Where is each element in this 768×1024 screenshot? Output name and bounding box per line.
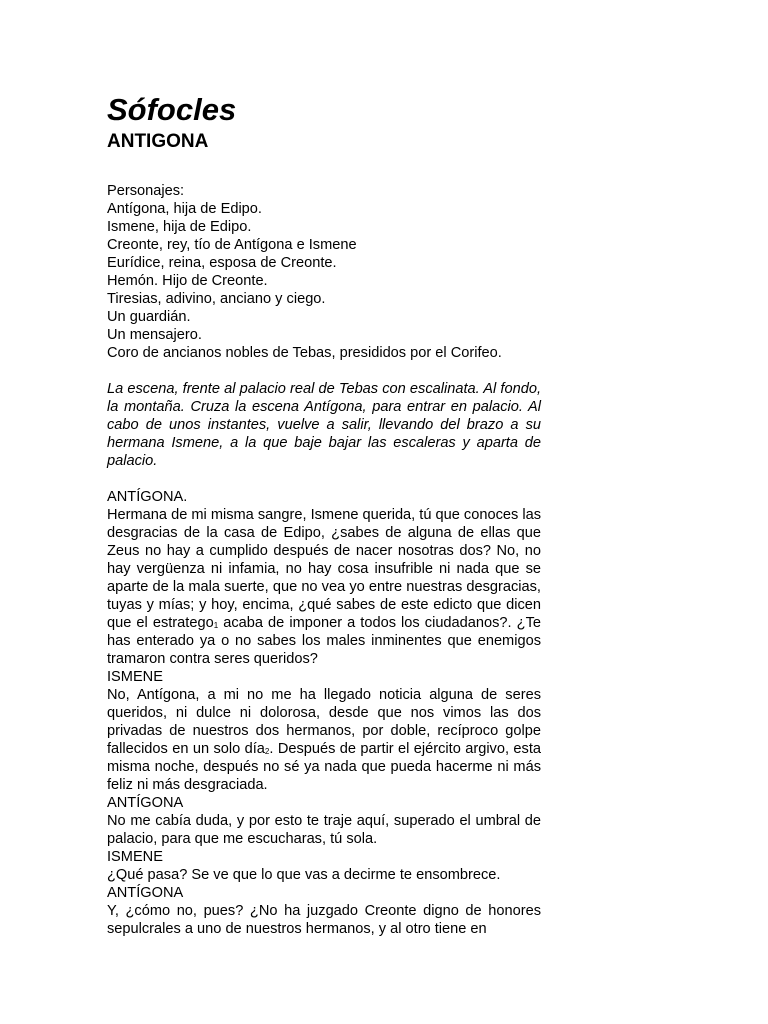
character-item: Creonte, rey, tío de Antígona e Ismene bbox=[107, 237, 357, 253]
dialogue-turn bbox=[107, 668, 541, 794]
character-item: Un mensajero. bbox=[107, 327, 202, 343]
document-page bbox=[107, 92, 541, 938]
speech-text-part: Hermana de mi misma sangre, Ismene querida, tú que conoces las desgracias de la casa de Edipo, ¿sabes de alguna de ellas que Zeus no hay a cumplido después de nacer nosotras dos? No, no hay vergüenza ni infamia, no hay cosa insufrible ni nada que se aparte de la mala suerte, que no vea yo entre nuestras desgracias, tuyas y mías; y hoy, encima, ¿qué sabes de este edicto que dicen que el estratego bbox=[107, 507, 541, 631]
speech-text: No me cabía duda, y por esto te traje aquí, superado el umbral de palacio, para que me escucharas, tú sola. bbox=[107, 813, 541, 847]
character-item: Eurídice, reina, esposa de Creonte. bbox=[107, 255, 337, 271]
author-heading: Sófocles bbox=[107, 92, 237, 127]
dialogue-section bbox=[107, 488, 541, 938]
speech-text-part: acaba de imponer a todos los ciudadanos?. ¿Te has enterado ya o no sabes los males inminentes que enemigos tramaron contra seres queridos? bbox=[107, 615, 541, 667]
dialogue-turn bbox=[107, 488, 541, 668]
speaker-name: ISMENE bbox=[107, 669, 163, 685]
character-item: Tiresias, adivino, anciano y ciego. bbox=[107, 291, 326, 307]
dialogue-turn bbox=[107, 794, 541, 848]
dialogue-turn bbox=[107, 884, 541, 938]
speaker-name: ANTÍGONA. bbox=[107, 489, 188, 505]
speaker-name: ANTÍGONA bbox=[107, 795, 184, 811]
speech-text bbox=[107, 686, 541, 794]
character-item: Un guardián. bbox=[107, 309, 191, 325]
character-item: Coro de ancianos nobles de Tebas, presididos por el Corifeo. bbox=[107, 345, 502, 361]
speech-text-part: No, Antígona, a mi no me ha llegado noticia alguna de seres queridos, ni dulce ni dolorosa, desde que nos vimos las dos privadas de nuestros dos hermanos, por doble, recíproco golpe fallecidos en un solo día bbox=[107, 687, 541, 757]
dialogue-turn bbox=[107, 848, 541, 884]
footnote-marker: 2 bbox=[264, 747, 270, 756]
speaker-name: ANTÍGONA bbox=[107, 885, 184, 901]
character-item: Ismene, hija de Edipo. bbox=[107, 219, 252, 235]
speaker-name: ISMENE bbox=[107, 849, 163, 865]
speech-text: ¿Qué pasa? Se ve que lo que vas a decirme te ensombrece. bbox=[107, 867, 501, 883]
characters-heading: Personajes: bbox=[107, 183, 185, 199]
speech-text: Y, ¿cómo no, pues? ¿No ha juzgado Creonte digno de honores sepulcrales a uno de nuestros hermanos, y al otro tiene en bbox=[107, 903, 541, 937]
footnote-marker: 1 bbox=[213, 621, 219, 630]
speech-text bbox=[107, 506, 541, 668]
characters-section bbox=[107, 182, 541, 362]
play-title: ANTIGONA bbox=[107, 131, 209, 152]
character-item: Hemón. Hijo de Creonte. bbox=[107, 273, 268, 289]
stage-direction: La escena, frente al palacio real de Tebas con escalinata. Al fondo, la montaña. Cruza la escena Antígona, para entrar en palacio. Al cabo de unos instantes, vuelve a salir, llevando del brazo a su hermana Ismene, a la que baje bajar las escaleras y aparta de palacio. bbox=[107, 381, 541, 469]
character-item: Antígona, hija de Edipo. bbox=[107, 201, 262, 217]
speech-text-part: . Después de partir el ejército argivo, esta misma noche, después no sé ya nada que pueda hacerme ni más feliz ni más desgraciada. bbox=[107, 741, 541, 793]
